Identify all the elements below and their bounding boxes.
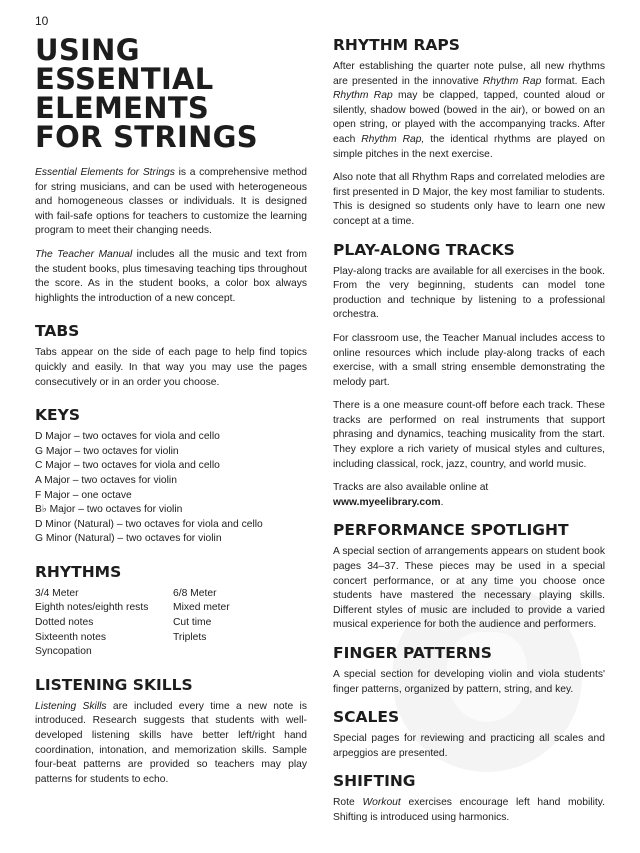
list-item: G Major – two octaves for violin [35, 445, 179, 457]
text-run: Tracks are also available online at [333, 482, 489, 494]
list-item: Cut time [173, 617, 212, 629]
text-run: the identical rhythms are played on simple pitches in the next exercise. [333, 133, 605, 160]
shifting-section [333, 772, 605, 825]
list-item: D Major – two octaves for viola and cello [35, 431, 220, 443]
shifting-heading: SHIFTING [333, 772, 416, 791]
scales-section [333, 708, 605, 761]
library-link[interactable]: www.myeelibrary.com [333, 496, 441, 508]
tabs-text: Tabs appear on the side of each page to help find topics quickly and easily. In that way you may use the pages consecutively or in an order you choose. [35, 347, 307, 388]
list-item: F Major – one octave [35, 489, 132, 501]
intro-section [35, 166, 307, 306]
scales-heading: SCALES [333, 708, 400, 727]
title-line: ESSENTIAL [35, 62, 214, 96]
listening-section [35, 676, 307, 788]
performance-text: A special section of arrangements appears on student book pages 34–37. These pieces may be used in a special concert performance, or at any time you choose once students have mastered the necessary playing skills. Different styles of music are included to provide a varied musical experience for both the audience and performers. [333, 546, 605, 631]
tabs-section [35, 322, 307, 390]
title-line: ELEMENTS [35, 91, 210, 125]
list-item: Dotted notes [35, 617, 94, 629]
rhythms-grid [35, 587, 307, 660]
performance-heading: PERFORMANCE SPOTLIGHT [333, 521, 569, 540]
text-run: may be clapped, tapped, counted aloud or silently, shadow bowed (bowed in the air), or bowed on an open string, or played with the accompanying tracks. After each [333, 90, 605, 145]
scales-text: Special pages for reviewing and practicing all scales and arpeggios are presented. [333, 733, 605, 759]
list-item: 6/8 Meter [173, 587, 217, 599]
text-run: Rote [333, 797, 363, 809]
page-number: 10 [35, 14, 49, 28]
list-item: A Major – two octaves for violin [35, 474, 177, 486]
finger-patterns-heading: FINGER PATTERNS [333, 644, 492, 662]
play-along-heading: PLAY-ALONG TRACKS [333, 240, 515, 259]
play-along-paragraph-1: Play-along tracks are available for all exercises in the book. From the very beginning, students can model tone production and technique by listening to a professional orchestra. [333, 265, 605, 321]
right-column [333, 36, 605, 837]
intro-text: includes all the music and text from the student books, plus timesaving teaching tips throughout the score. As in the student books, a color box always highlights the introduction of a new concept. [35, 248, 307, 304]
list-item: 3/4 Meter [35, 587, 79, 599]
list-item: Eighth notes/eighth rests [35, 602, 149, 614]
list-item: Syncopation [35, 646, 92, 658]
finger-patterns-section [333, 644, 605, 697]
intro-paragraph-2 [35, 248, 307, 306]
play-along-paragraph-2: For classroom use, the Teacher Manual includes access to online resources which include play-along tracks of each exercise, with a small string ensemble demonstrating the melody part. [333, 332, 605, 388]
title-line: FOR STRINGS [35, 120, 258, 154]
intro-text: is a comprehensive method for string musicians, and can be used with heterogeneous and homogeneous classes or individuals. It is designed with fail-safe options for teachers to customize the learning program to meet their changing needs. [35, 167, 307, 237]
tabs-heading: TABS [35, 322, 80, 341]
intro-book-title: Essential Elements for Strings [35, 167, 175, 178]
text-run: Rhythm Rap [482, 75, 542, 87]
listening-term: Listening Skills [35, 700, 107, 712]
list-item: B♭ Major – two octaves for violin [35, 504, 183, 516]
rhythms-heading: RHYTHMS [35, 562, 122, 581]
text-run: exercises encourage left hand mobility. Shifting is introduced using harmonics. [333, 797, 605, 823]
list-item: Mixed meter [173, 602, 230, 614]
text-run: Workout [362, 797, 401, 809]
listening-body: are included every time a new note is introduced. Research suggests that students with well-developed listening skills have better left/right hand coordination, intonation, and memorization skills. Sample four-beat patterns are provided so teachers may play patterns for students to echo. [35, 700, 307, 785]
list-item: Triplets [173, 631, 207, 643]
intro-paragraph-1 [35, 166, 307, 239]
text-run: Rhythm Rap, [361, 133, 425, 145]
intro-manual-title: The Teacher Manual [35, 248, 133, 260]
listening-text [35, 700, 307, 788]
rhythm-raps-section [333, 36, 605, 230]
text-run: Rhythm Rap [333, 90, 393, 102]
rhythms-section [35, 563, 307, 660]
list-item: Sixteenth notes [35, 631, 106, 643]
keys-heading: KEYS [35, 406, 80, 425]
list-item: C Major – two octaves for viola and cello [35, 460, 220, 472]
rhythm-raps-paragraph-1 [333, 60, 605, 162]
finger-patterns-text: A special section for developing violin and viola students' finger patterns, organized by pattern, string, and key. [333, 669, 605, 695]
left-column [35, 33, 307, 803]
title-line: USING [35, 33, 140, 67]
text-run: format. Each [541, 75, 606, 87]
list-item: D Minor (Natural) – two octaves for viola and cello [35, 518, 263, 530]
keys-list [35, 430, 307, 547]
performance-section [333, 521, 605, 633]
play-along-paragraph-3: There is a one measure count-off before each track. These tracks are performed on real instruments that support phrasing and dynamics, teaching musicality from the start. They explore a rich variety of musical styles and cultures, including classical, rock, jazz, country, and world music. [333, 400, 605, 470]
play-along-section [333, 241, 605, 511]
text-run: After establishing the quarter note pulse, all new rhythms are presented in the innovative [333, 61, 605, 87]
rhythm-raps-paragraph-2: Also note that all Rhythm Raps and correlated melodies are first presented in D Major, the key most familiar to students. This is designed so students only have to learn one new concept at a time. [333, 172, 605, 227]
play-along-paragraph-4 [333, 481, 605, 510]
keys-section [35, 406, 307, 547]
rhythm-raps-heading: RHYTHM RAPS [333, 36, 460, 54]
listening-heading: LISTENING SKILLS [35, 675, 193, 694]
text-run: . [440, 496, 444, 508]
list-item: G Minor (Natural) – two octaves for violin [35, 533, 222, 545]
shifting-text [333, 796, 605, 825]
page-title [35, 33, 307, 154]
